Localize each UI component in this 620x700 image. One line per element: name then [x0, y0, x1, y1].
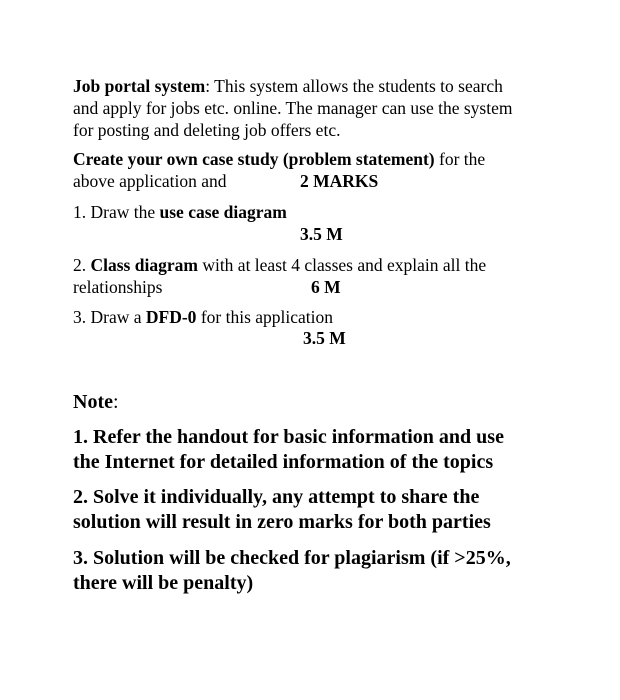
- note-item-3-line-2: there will be penalty): [73, 572, 254, 594]
- question-2-prefix: 2.: [73, 255, 91, 275]
- note-item-1-line-2: the Internet for detailed information of the topics: [73, 451, 494, 473]
- case-study-heading: Create your own case study (problem statement): [73, 149, 435, 169]
- intro-line-1: [73, 75, 503, 97]
- case-study-marks: 2 MARKS: [300, 171, 379, 191]
- intro-title: Job portal system: [73, 76, 206, 96]
- question-2-text: with at least 4 classes and explain all the: [197, 255, 487, 275]
- note-heading-label: Note: [73, 391, 113, 413]
- note-item-2-line-2: solution will result in zero marks for both parties: [73, 511, 491, 533]
- note-item-2-line-1: 2. Solve it individually, any attempt to share the: [73, 486, 480, 508]
- question-3-prefix: 3. Draw a: [73, 307, 146, 327]
- question-1: [73, 201, 287, 223]
- question-3: [73, 306, 333, 328]
- question-1-topic: use case diagram: [159, 202, 287, 222]
- intro-line-3: for posting and deleting job offers etc.: [73, 120, 341, 140]
- note-heading: [73, 390, 119, 415]
- question-1-marks: 3.5 M: [300, 224, 343, 244]
- question-1-prefix: 1. Draw the: [73, 202, 160, 222]
- case-study-line-1: [73, 148, 485, 170]
- intro-line-2: and apply for jobs etc. online. The manager can use the system: [73, 98, 513, 118]
- question-3-topic: DFD-0: [145, 307, 197, 327]
- question-3-marks: 3.5 M: [303, 328, 346, 348]
- question-3-text: for this application: [196, 307, 334, 327]
- case-study-line-2: above application and: [73, 171, 227, 191]
- note-heading-colon: :: [112, 391, 119, 413]
- question-2: [73, 254, 486, 276]
- case-study-line-1-text: for the: [434, 149, 486, 169]
- question-2-topic: Class diagram: [90, 255, 198, 275]
- intro-line-1-text: : This system allows the students to search: [205, 76, 503, 96]
- question-2-line-2: relationships: [73, 277, 163, 297]
- note-item-1-line-1: 1. Refer the handout for basic information and use: [73, 426, 504, 448]
- question-2-marks: 6 M: [311, 277, 341, 297]
- note-item-3-line-1: 3. Solution will be checked for plagiarism (if >25%,: [73, 547, 511, 569]
